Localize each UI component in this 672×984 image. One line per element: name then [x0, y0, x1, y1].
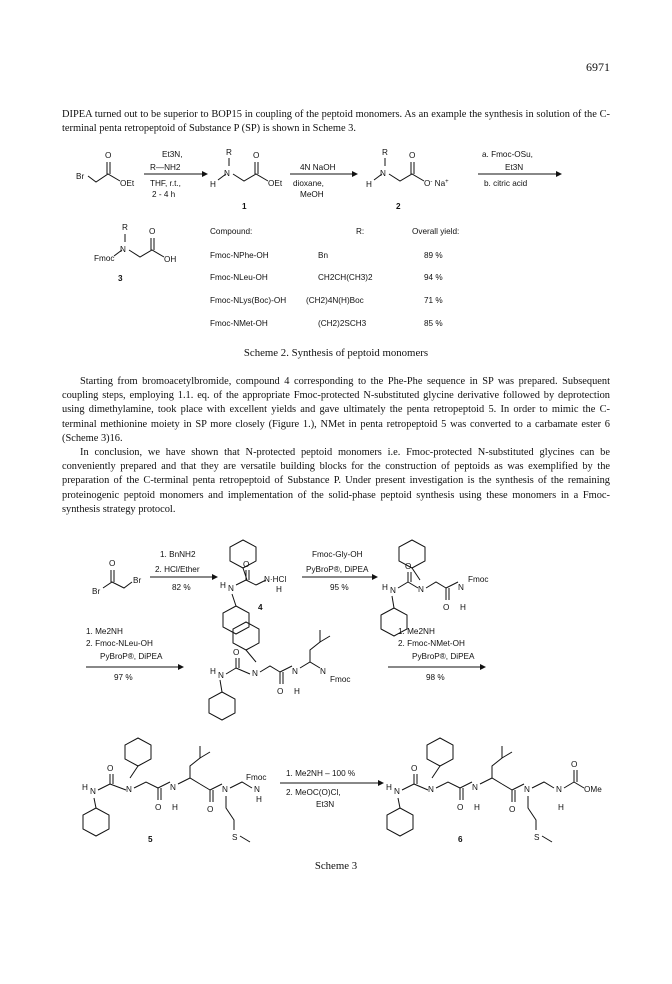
- svg-text:N: N: [418, 585, 424, 594]
- scheme-3-caption: Scheme 3: [314, 860, 358, 872]
- svg-text:O: O: [207, 805, 214, 814]
- svg-text:Br: Br: [133, 576, 142, 585]
- scheme3-step4-line3: PyBroP®, DiPEA: [412, 652, 475, 661]
- table-row-2-r: CH2CH(CH3)2: [318, 273, 373, 282]
- svg-text:Br: Br: [92, 587, 101, 596]
- svg-text:H: H: [294, 687, 300, 696]
- table-row-2-compound: Fmoc-NLeu-OH: [210, 273, 268, 282]
- compound-1-structure: [210, 148, 283, 211]
- svg-text:R: R: [122, 223, 128, 232]
- scheme3-step3-line4: 97 %: [114, 673, 133, 682]
- scheme3-arrow-1: [150, 550, 218, 592]
- table-row-3-r: (CH2)4N(H)Boc: [306, 296, 364, 305]
- svg-text:O: O: [243, 560, 250, 569]
- table-row-4-yield: 85 %: [424, 319, 443, 328]
- bromoacetyl-bromide-structure: [92, 559, 141, 596]
- svg-text:O: O: [409, 151, 416, 160]
- page-number: 6971: [586, 60, 610, 74]
- scheme2-step1-line1: Et3N,: [162, 150, 183, 159]
- svg-text:N: N: [320, 667, 326, 676]
- scheme2-step2-line2: dioxane,: [293, 179, 324, 188]
- table-row-3-compound: Fmoc-NLys(Boc)-OH: [210, 296, 287, 305]
- svg-text:H: H: [220, 581, 226, 590]
- scheme2-arrow-3: [478, 150, 562, 188]
- svg-text:H: H: [256, 795, 262, 804]
- svg-text:N: N: [252, 669, 258, 678]
- body-paragraph-1: Starting from bromoacetylbromide, compound 4 corresponding to the Phe-Phe sequence in SP was prepared. Subsequent coupling steps, employing 1.1. eq. of the appropriate Fmoc-protected N-substituted glycine derivative followed by deprotection using dimethylamine, took place with excellent yields and gave ultimately the penta retropeptoid 5. In order to mimic the C-terminal methionine moiety in SP more closely (Figure 1.), NMet in penta retropeptoid 5 was converted to a carbamate ester 6 (Scheme 3)16.: [62, 376, 610, 444]
- svg-text:H: H: [460, 603, 466, 612]
- svg-text:H: H: [172, 803, 178, 812]
- scheme3-step5-line2: 2. MeOC(O)Cl,: [286, 788, 341, 797]
- svg-text:Fmoc: Fmoc: [94, 254, 115, 263]
- svg-text:Br: Br: [76, 172, 85, 181]
- svg-text:O: O: [105, 151, 112, 160]
- svg-text:N: N: [394, 787, 400, 796]
- svg-text:N: N: [380, 169, 386, 178]
- svg-text:O: O: [109, 559, 116, 568]
- table-row-1-r: Bn: [318, 251, 329, 260]
- svg-text:N: N: [228, 584, 234, 593]
- scheme3-step4-line2: 2. Fmoc-NMet-OH: [398, 639, 465, 648]
- table-header-compound: Compound:: [210, 227, 253, 236]
- scheme-3-graphic: [0, 530, 672, 845]
- table-row-3-yield: 71 %: [424, 296, 443, 305]
- svg-text:Fmoc: Fmoc: [468, 575, 489, 584]
- svg-text:O: O: [149, 227, 156, 236]
- svg-text:H: H: [382, 583, 388, 592]
- svg-text:Fmoc: Fmoc: [330, 675, 351, 684]
- scheme2-step3-line3: b. citric acid: [484, 179, 528, 188]
- compound-2-structure: [366, 148, 449, 211]
- scheme3-step1-line3: 82 %: [172, 583, 191, 592]
- scheme3-step3-line3: PyBroP®, DiPEA: [100, 652, 163, 661]
- scheme3-step3-line2: 2. Fmoc-NLeu-OH: [86, 639, 153, 648]
- svg-text:N: N: [126, 785, 132, 794]
- svg-text:H: H: [210, 667, 216, 676]
- table-header-r: R:: [356, 227, 365, 236]
- compound-5-structure: [82, 738, 266, 844]
- table-row-1-yield: 89 %: [424, 251, 443, 260]
- tripeptoid-intermediate-structure: [209, 622, 350, 720]
- svg-text:R: R: [382, 148, 388, 157]
- svg-text:Fmoc: Fmoc: [246, 773, 267, 782]
- scheme3-step1-line1: 1. BnNH2: [160, 550, 196, 559]
- scheme3-arrow-2: [302, 550, 378, 592]
- svg-text:N: N: [472, 783, 478, 792]
- scheme-2-graphic: [0, 146, 672, 346]
- scheme3-arrow-4: [388, 627, 486, 682]
- compound-3-label: 3: [118, 274, 123, 283]
- svg-text:N: N: [170, 783, 176, 792]
- svg-text:H: H: [276, 585, 282, 594]
- svg-text:O: O: [509, 805, 516, 814]
- scheme3-step4-line4: 98 %: [426, 673, 445, 682]
- table-header-yield: Overall yield:: [412, 227, 460, 236]
- svg-text:N: N: [458, 583, 464, 592]
- svg-text:N: N: [218, 671, 224, 680]
- scheme3-step3-line1: 1. Me2NH: [86, 627, 123, 636]
- body-paragraph-2: In conclusion, we have shown that N-protected peptoid monomers i.e. Fmoc-protected N-substituted glycines can be conveniently prepared and that they are versatile building blocks for the construction of peptoids as was exemplified by the preparation of the C-terminal penta retropeptoid of Substance P. Under present investigation is the synthesis of the remaining proteinogenic peptoid monomers and implementation of the solid-phase peptoid synthesis using these monomers in a Fmoc-synthesis strategy protocol.: [62, 447, 610, 515]
- svg-text:O: O: [277, 687, 284, 696]
- svg-text:H: H: [558, 803, 564, 812]
- svg-text:O: O: [155, 803, 162, 812]
- svg-text:OEt: OEt: [120, 179, 135, 188]
- svg-text:O- Na+: O- Na+: [424, 179, 449, 188]
- scheme2-step3-line2: Et3N: [505, 163, 524, 172]
- svg-text:OH: OH: [164, 255, 177, 264]
- svg-text:N: N: [120, 245, 126, 254]
- compound-2-label: 2: [396, 202, 401, 211]
- bromoacetate-structure: [76, 151, 135, 188]
- svg-text:O: O: [107, 764, 114, 773]
- scheme2-step1-line4: 2 - 4 h: [152, 190, 176, 199]
- svg-text:OMe: OMe: [584, 785, 602, 794]
- svg-text:H: H: [474, 803, 480, 812]
- svg-text:O: O: [457, 803, 464, 812]
- table-row-4-r: (CH2)2SCH3: [318, 319, 367, 328]
- scheme3-step5-line1: 1. Me2NH – 100 %: [286, 769, 356, 778]
- svg-text:O: O: [253, 151, 260, 160]
- svg-text:O: O: [411, 764, 418, 773]
- compound-4-label: 4: [258, 603, 263, 612]
- svg-text:S: S: [534, 833, 540, 842]
- svg-text:H: H: [210, 180, 216, 189]
- svg-text:H: H: [386, 783, 392, 792]
- svg-text:N: N: [90, 787, 96, 796]
- svg-text:O: O: [405, 562, 412, 571]
- svg-text:H: H: [366, 180, 372, 189]
- fmoc-gly-intermediate-structure: [381, 540, 488, 636]
- svg-text:N: N: [292, 667, 298, 676]
- svg-text:N·HCl: N·HCl: [264, 575, 287, 584]
- table-row-1-compound: Fmoc-NPhe-OH: [210, 251, 269, 260]
- svg-text:N: N: [224, 169, 230, 178]
- scheme3-arrow-3: [86, 627, 184, 682]
- svg-text:O: O: [233, 648, 240, 657]
- table-row-4-compound: Fmoc-NMet-OH: [210, 319, 268, 328]
- svg-text:O: O: [571, 760, 578, 769]
- svg-text:N: N: [222, 785, 228, 794]
- scheme3-step4-line1: 1. Me2NH: [398, 627, 435, 636]
- scheme2-step1-line3: THF, r.t.,: [150, 179, 181, 188]
- scheme-2-caption: Scheme 2. Synthesis of peptoid monomers: [243, 347, 429, 359]
- scheme2-arrow-1: [144, 150, 208, 199]
- scheme2-arrow-2: [290, 163, 358, 199]
- scheme3-step1-line2: 2. HCl/Ether: [155, 565, 200, 574]
- svg-text:OEt: OEt: [268, 179, 283, 188]
- scheme2-step1-line2: R—NH2: [150, 163, 181, 172]
- compound-6-label: 6: [458, 835, 463, 844]
- monomer-yield-table: [210, 227, 459, 328]
- svg-text:R: R: [226, 148, 232, 157]
- table-row-2-yield: 94 %: [424, 273, 443, 282]
- compound-1-label: 1: [242, 202, 247, 211]
- compound-6-structure: [386, 738, 602, 844]
- svg-text:S: S: [232, 833, 238, 842]
- scheme3-arrow-5: [280, 769, 384, 809]
- svg-text:H: H: [82, 783, 88, 792]
- intro-paragraph: DIPEA turned out to be superior to BOP15 in coupling of the peptoid monomers. As an example the synthesis in solution of the C-terminal penta retropeptoid of Substance P (SP) is shown in Scheme 3.: [62, 109, 610, 135]
- svg-text:O: O: [443, 603, 450, 612]
- scheme3-step2-line3: 95 %: [330, 583, 349, 592]
- scheme2-step2-line1: 4N NaOH: [300, 163, 336, 172]
- scheme2-step2-line3: MeOH: [300, 190, 324, 199]
- svg-text:N: N: [556, 785, 562, 794]
- compound-4-structure: [220, 540, 286, 634]
- scheme3-step5-line3: Et3N: [316, 800, 335, 809]
- compound-5-label: 5: [148, 835, 153, 844]
- scheme3-step2-line2: PyBroP®, DiPEA: [306, 565, 369, 574]
- scheme3-step2-line1: Fmoc-Gly-OH: [312, 550, 363, 559]
- svg-text:N: N: [390, 586, 396, 595]
- svg-text:N: N: [428, 785, 434, 794]
- svg-text:N: N: [524, 785, 530, 794]
- svg-text:N: N: [254, 785, 260, 794]
- compound-3-structure: [94, 223, 176, 283]
- scheme2-step3-line1: a. Fmoc-OSu,: [482, 150, 533, 159]
